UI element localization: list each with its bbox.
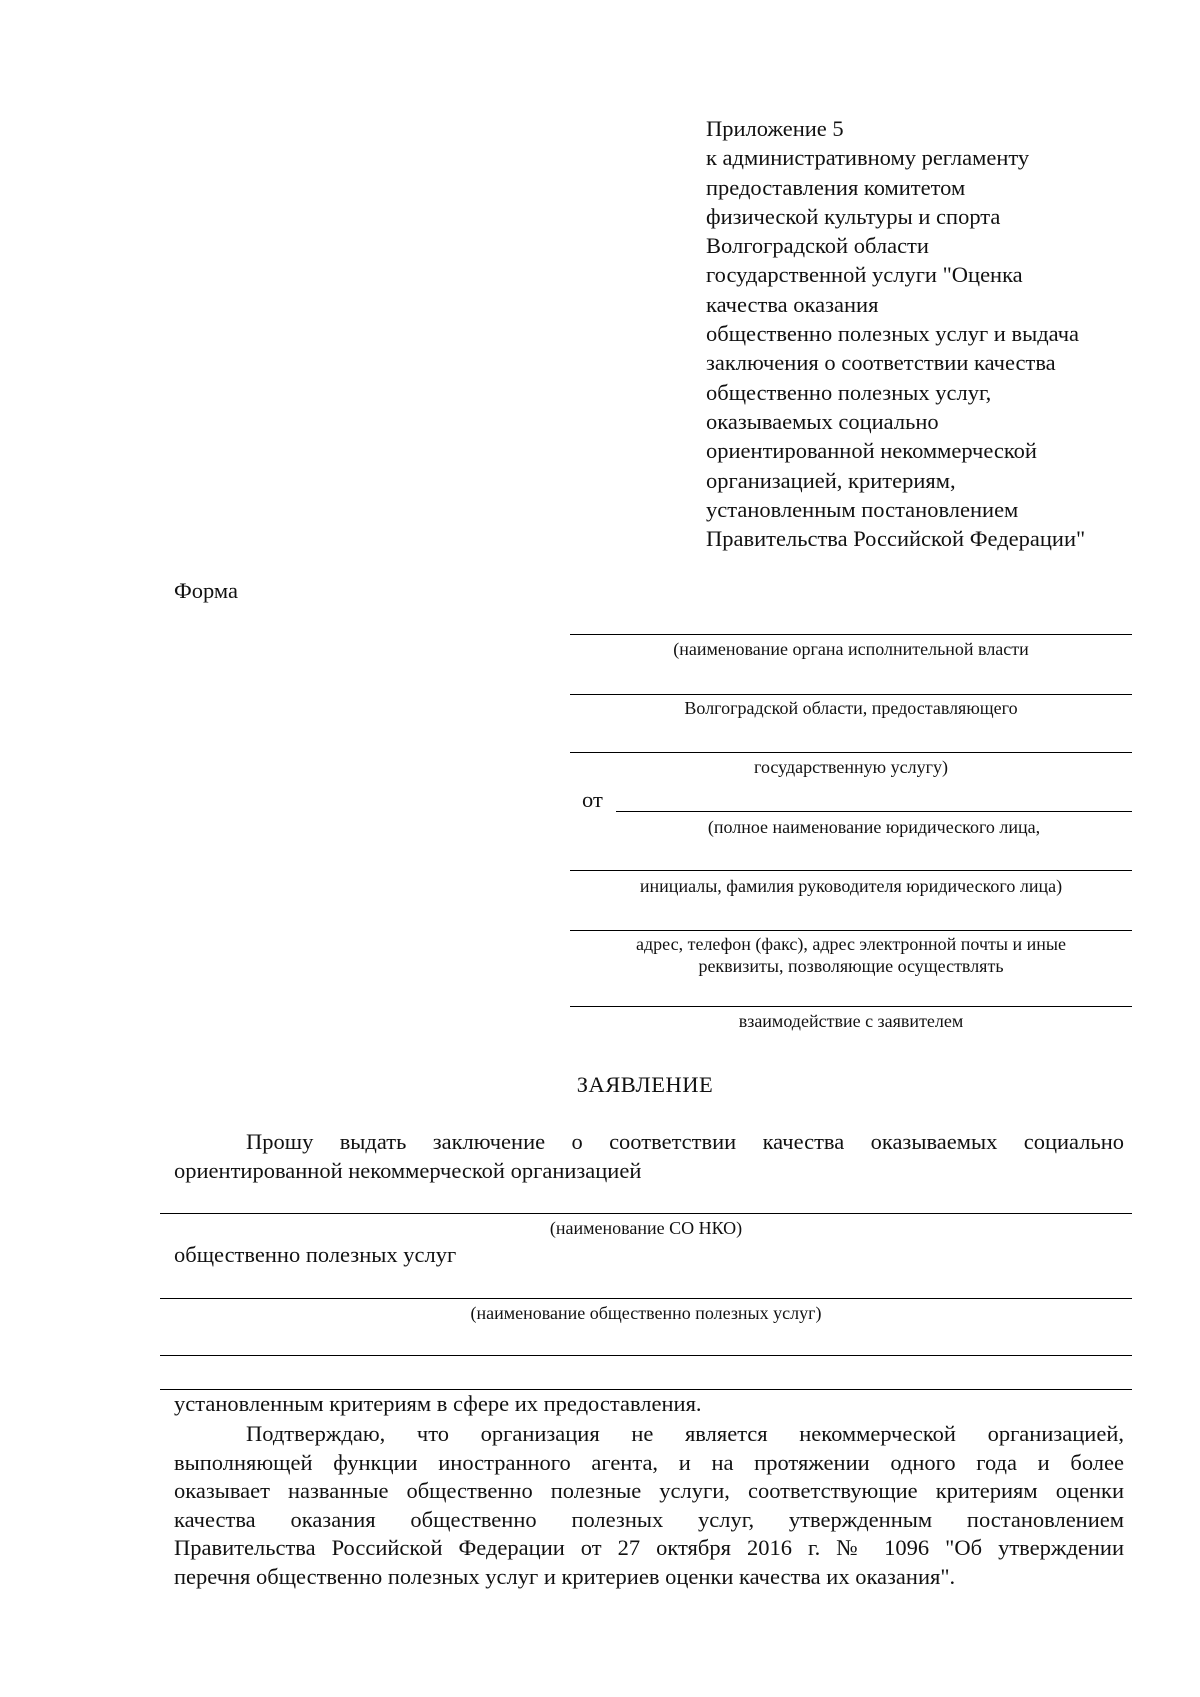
fill-line[interactable] <box>570 930 1132 931</box>
appendix-line: заключения о соответствии качества <box>706 350 1056 376</box>
fill-line-services-3[interactable] <box>160 1389 1132 1390</box>
confirm-line: качества оказания общественно полезных услуг, утвержденным постановлением <box>174 1506 1124 1532</box>
fill-line[interactable] <box>570 1006 1132 1007</box>
form-label: Форма <box>174 578 239 603</box>
request-line: Прошу выдать заключение о соответствии качества оказываемых социально <box>246 1129 1124 1154</box>
appendix-line: установленным постановлением <box>706 496 1019 522</box>
services-label: общественно полезных услуг <box>174 1242 457 1267</box>
request-paragraph <box>174 1128 1124 1185</box>
appendix-line: организацией, критериям, <box>706 467 956 493</box>
appendix-header <box>706 114 1176 553</box>
fill-line[interactable] <box>570 694 1132 695</box>
confirm-line: перечня общественно полезных услуг и критериев оценки качества их оказания". <box>174 1563 956 1589</box>
request-line: ориентированной некоммерческой организацией <box>174 1157 642 1183</box>
caption-contacts <box>570 933 1132 977</box>
appendix-line: к административному регламенту <box>706 145 1030 171</box>
confirm-line: Правительства Российской Федерации от 27 октября 2016 г. № 1096 "Об утверждении <box>174 1535 1124 1560</box>
fill-line-from[interactable] <box>616 811 1132 812</box>
confirm-line: выполняющей функции иностранного агента, и на протяжении одного года и более <box>174 1449 1124 1475</box>
appendix-line: Правительства Российской Федерации" <box>706 526 1086 552</box>
caption-org: (наименование СО НКО) <box>549 1218 743 1238</box>
caption-services: (наименование общественно полезных услуг) <box>470 1303 822 1323</box>
document-title: ЗАЯВЛЕНИЕ <box>576 1072 714 1097</box>
caption-contacts-line: реквизиты, позволяющие осуществлять <box>698 956 1004 976</box>
appendix-line: общественно полезных услуг и выдача <box>706 321 1080 347</box>
caption-authority: (наименование органа исполнительной власти <box>673 639 1029 659</box>
appendix-line: оказываемых социально <box>706 408 939 434</box>
appendix-line: Приложение 5 <box>706 116 844 141</box>
appendix-line: государственной услуги "Оценка <box>706 262 1023 288</box>
fill-line[interactable] <box>570 752 1132 753</box>
appendix-line: предоставления комитетом <box>706 174 966 200</box>
confirm-line: Подтверждаю, что организация не является некоммерческой организацией, <box>246 1421 1124 1446</box>
appendix-line: физической культуры и спорта <box>706 203 1001 229</box>
caption-head-name: инициалы, фамилия руководителя юридического лица) <box>639 876 1063 896</box>
criteria-line: установленным критериям в сфере их предоставления. <box>174 1391 702 1416</box>
fill-line-org[interactable] <box>160 1213 1132 1214</box>
caption-service: государственную услугу) <box>754 757 948 777</box>
fill-line-services-2[interactable] <box>160 1355 1132 1356</box>
caption-interaction: взаимодействие с заявителем <box>738 1011 964 1031</box>
from-label: от <box>582 787 603 812</box>
fill-line[interactable] <box>570 870 1132 871</box>
confirm-paragraph <box>174 1420 1124 1591</box>
fill-line[interactable] <box>570 634 1132 635</box>
caption-region: Волгоградской области, предоставляющего <box>684 698 1018 718</box>
confirm-line: оказывает названные общественно полезные услуги, соответствующие критериям оценки <box>174 1478 1124 1503</box>
appendix-line: ориентированной некоммерческой <box>706 438 1037 464</box>
appendix-line: Волгоградской области <box>706 233 929 259</box>
caption-legal-name: (полное наименование юридического лица, <box>707 817 1041 837</box>
fill-line-services[interactable] <box>160 1298 1132 1299</box>
appendix-line: качества оказания <box>706 291 879 317</box>
appendix-line: общественно полезных услуг, <box>706 379 992 405</box>
caption-contacts-line: адрес, телефон (факс), адрес электронной почты и иные <box>636 934 1066 954</box>
